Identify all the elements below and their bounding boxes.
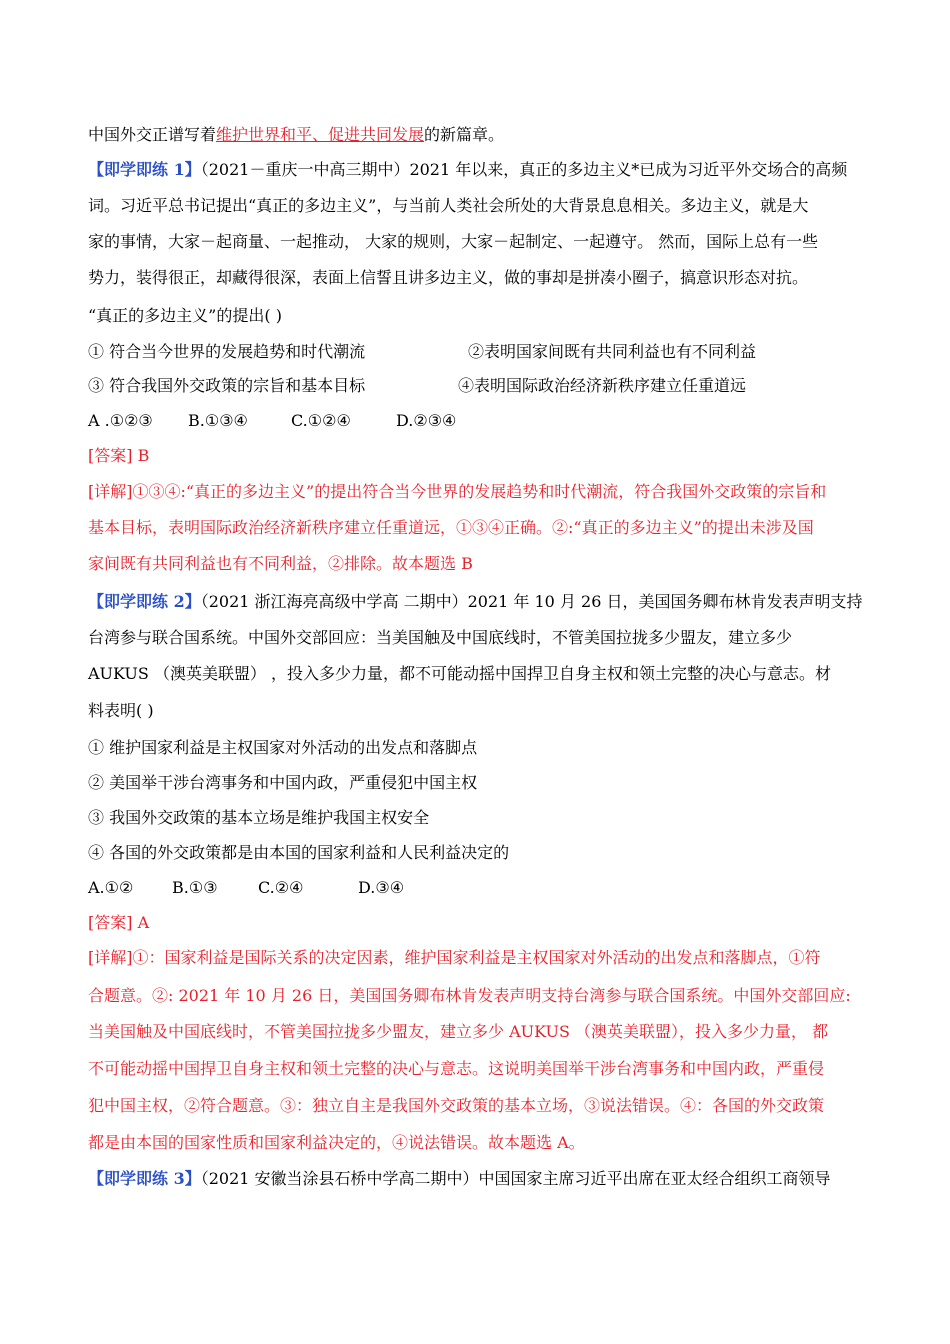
q1-line-1 bbox=[88, 160, 878, 180]
q2-stem-4: 料表明( ) bbox=[88, 701, 154, 720]
q1-statement-4: ④表明国际政治经济新秩序建立任重道远 bbox=[458, 376, 747, 395]
q1-options bbox=[88, 411, 878, 431]
q1-answer: [答案] B bbox=[88, 446, 150, 465]
q2-explanation-2: 合题意。②: 2021 年 10 月 26 日，美国国务卿布林肯发表声明支持台湾参与联合国系统。中国外交部回应: bbox=[88, 986, 851, 1005]
intro-line bbox=[88, 125, 878, 145]
q1-statement-row-1 bbox=[88, 342, 878, 362]
q2-line-1 bbox=[88, 592, 878, 612]
q1-option-a: A .①②③ bbox=[88, 411, 153, 430]
q2-explanation-6: 都是由本国的国家性质和国家利益决定的，④说法错误。故本题选 A。 bbox=[88, 1133, 585, 1152]
q2-explanation-1: [详解]①：国家利益是国际关系的决定因素，维护国家利益是主权国家对外活动的出发点和落脚点，①符 bbox=[88, 948, 821, 967]
q1-option-b: B.①③④ bbox=[188, 411, 248, 430]
q2-statement-1: ① 维护国家利益是主权国家对外活动的出发点和落脚点 bbox=[88, 738, 478, 757]
q2-stem-1: （2021 浙江海亮高级中学高 二期中）2021 年 10 月 26 日，美国国务卿布林肯发表声明支持 bbox=[200, 592, 863, 611]
q2-option-c: C.②④ bbox=[258, 878, 304, 897]
q2-stem-3: AUKUS （澳英美联盟） ，投入多少力量，都不可能动摇中国捍卫自身主权和领土完整的决心与意志。材 bbox=[88, 664, 832, 683]
q1-explanation-3: 家间既有共同利益也有不同利益，②排除。故本题选 B bbox=[88, 554, 473, 573]
q1-statement-1: ① 符合当今世界的发展趋势和时代潮流 bbox=[88, 342, 366, 361]
q1-option-d: D.②③④ bbox=[396, 411, 457, 430]
q1-tag: 【即学即练 1】 bbox=[88, 160, 201, 179]
q2-answer: [答案] A bbox=[88, 913, 150, 932]
q1-option-c: C.①②④ bbox=[291, 411, 351, 430]
q2-statement-4: ④ 各国的外交政策都是由本国的国家利益和人民利益决定的 bbox=[88, 843, 510, 862]
q2-stem-2: 台湾参与联合国系统。中国外交部回应：当美国触及中国底线时，不管美国拉拢多少盟友，建立多少 bbox=[88, 628, 793, 647]
q2-option-a: A.①② bbox=[88, 878, 134, 897]
q2-tag: 【即学即练 2】 bbox=[88, 592, 201, 611]
q3-stem-1: （2021 安徽当涂县石桥中学高二期中）中国国家主席习近平出席在亚太经合组织工商领导 bbox=[200, 1169, 831, 1188]
q1-statement-2: ②表明国家间既有共同利益也有不同利益 bbox=[468, 342, 757, 361]
q3-tag: 【即学即练 3】 bbox=[88, 1169, 201, 1188]
q2-explanation-3: 当美国触及中国底线时，不管美国拉拢多少盟友，建立多少 AUKUS （澳英美联盟），投入多少力量， 都 bbox=[88, 1022, 829, 1041]
q1-stem-5: “真正的多边主义”的提出( ) bbox=[88, 306, 282, 325]
intro-prefix: 中国外交正谱写着 bbox=[88, 125, 217, 144]
q2-option-b: B.①③ bbox=[172, 878, 218, 897]
q2-explanation-4: 不可能动摇中国捍卫自身主权和领土完整的决心与意志。这说明美国举干涉台湾事务和中国内政，严重侵 bbox=[88, 1059, 825, 1078]
q1-explanation-2: 基本目标，表明国际政治经济新秩序建立任重道远，①③④正确。②:“真正的多边主义”的提出未涉及国 bbox=[88, 518, 814, 537]
q2-statement-3: ③ 我国外交政策的基本立场是维护我国主权安全 bbox=[88, 808, 430, 827]
q1-statement-row-2 bbox=[88, 376, 878, 396]
intro-suffix: 的新篇章。 bbox=[424, 125, 505, 144]
q1-statement-3: ③ 符合我国外交政策的宗旨和基本目标 bbox=[88, 376, 366, 395]
q2-statement-2: ② 美国举干涉台湾事务和中国内政，严重侵犯中国主权 bbox=[88, 773, 478, 792]
q3-line-1 bbox=[88, 1169, 878, 1189]
q2-options bbox=[88, 878, 878, 898]
q1-stem-1: （2021－重庆一中高三期中）2021 年以来，真正的多边主义*已成为习近平外交场合的高频 bbox=[200, 160, 848, 179]
q2-explanation-5: 犯中国主权，②符合题意。③：独立自主是我国外交政策的基本立场，③说法错误。④：各国的外交政策 bbox=[88, 1096, 825, 1115]
q1-explanation-1: [详解]①③④:“真正的多边主义”的提出符合当今世界的发展趋势和时代潮流，符合我国外交政策的宗旨和 bbox=[88, 482, 827, 501]
q2-option-d: D.③④ bbox=[358, 878, 405, 897]
q1-stem-3: 家的事情，大家－起商量、一起推动， 大家的规则，大家－起制定、一起遵守。 然而，国际上总有一些 bbox=[88, 232, 819, 251]
q1-stem-2: 词。习近平总书记提出“真正的多边主义”，与当前人类社会所处的大背景息息相关。多边主义，就是大 bbox=[88, 196, 809, 215]
q1-stem-4: 势力，装得很正，却藏得很深，表面上信誓且讲多边主义，做的事却是拼凑小圈子，搞意识形态对抗。 bbox=[88, 268, 809, 287]
intro-highlight: 维护世界和平、促进共同发展 bbox=[216, 125, 425, 144]
